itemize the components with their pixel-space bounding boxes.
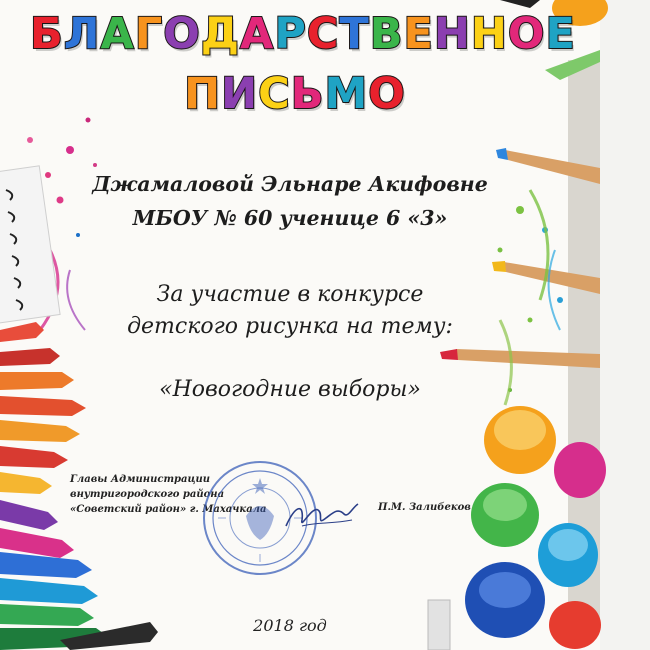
recipient-school: МБОУ № 60 ученице 6 «3» xyxy=(132,206,448,230)
right-paint-splatter-decoration xyxy=(498,190,564,405)
title-letter: Н xyxy=(433,9,471,59)
signatory-name: П.М. Залибеков xyxy=(378,502,471,513)
signatory-line-3: «Советский район» г. Махачкала xyxy=(70,504,267,515)
title-letter: Р xyxy=(274,9,307,59)
purpose-line-1: За участие в конкурсе xyxy=(156,282,424,307)
contest-theme: «Новогодние выборы» xyxy=(159,377,421,402)
spiral-notebook-decoration xyxy=(0,166,60,324)
title-letter: П xyxy=(184,69,222,119)
title-letter: Т xyxy=(339,9,370,59)
title-letter: Л xyxy=(63,9,101,59)
title-letter: Б xyxy=(30,9,64,59)
title-letter: С xyxy=(306,9,340,59)
signatory-line-1: Главы Администрации xyxy=(70,474,211,485)
title-letter: А xyxy=(240,9,275,59)
title-letter: О xyxy=(163,9,201,59)
title-letter: Д xyxy=(200,9,241,59)
certificate-year: 2018 год xyxy=(253,616,327,635)
title-letter: О xyxy=(507,9,546,59)
title-letter: Е xyxy=(403,9,434,59)
title-letter: С xyxy=(258,69,291,119)
title-letter: М xyxy=(324,69,369,119)
title-letter: В xyxy=(369,9,404,59)
title-letter: Ь xyxy=(290,69,325,119)
purpose-line-2: детского рисунка на тему: xyxy=(127,314,453,339)
title-letter: А xyxy=(100,9,135,59)
signatory-line-2: внутригородского района xyxy=(70,489,225,500)
title-letter: Г xyxy=(134,9,164,59)
paint-jars-decoration xyxy=(428,406,606,650)
title-letter: О xyxy=(368,69,406,119)
title-letter: И xyxy=(221,69,259,119)
title-letter: Н xyxy=(470,9,508,59)
recipient-name: Джамаловой Эльнаре Акифовне xyxy=(92,172,488,196)
certificate-title-line-2 xyxy=(30,66,560,122)
certificate-title-line-1 xyxy=(30,6,576,62)
handwritten-signature xyxy=(282,496,362,536)
title-letter: Е xyxy=(545,9,576,59)
